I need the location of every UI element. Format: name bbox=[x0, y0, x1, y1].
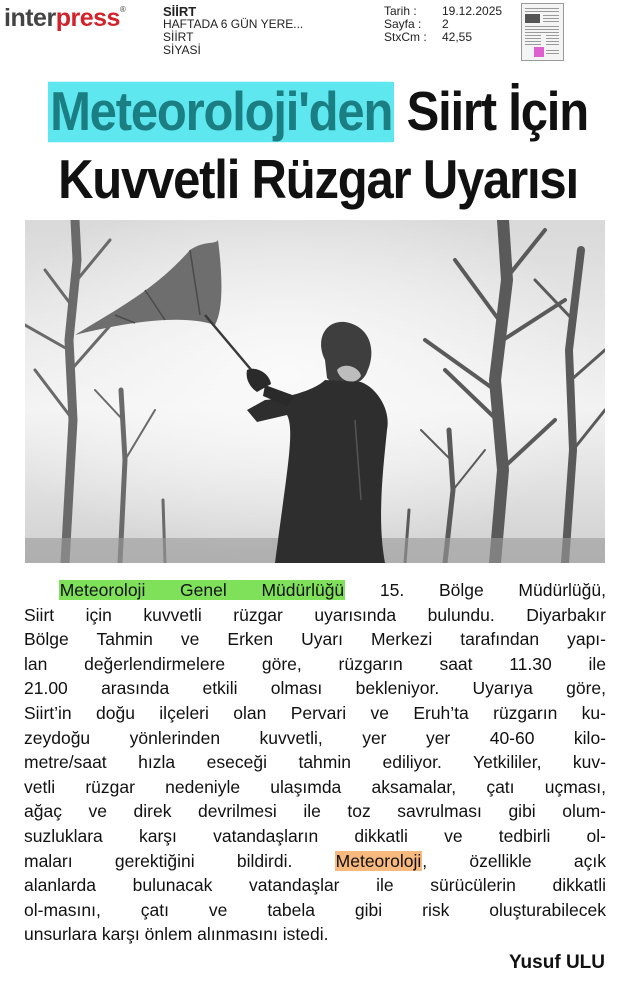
article-line: 21.00 arasında etkili olması bekleniyor. Uyarıya göre, bbox=[24, 678, 606, 699]
article-line: ol-masını, çatı ve tabela gibi risk oluşturabilecek bbox=[24, 899, 606, 920]
agency-highlight: Meteoroloji Genel Müdürlüğü bbox=[59, 580, 345, 600]
article-line: Bölge Tahmin ve Erken Uyarı Merkezi tarafından yapı- bbox=[24, 629, 606, 650]
article-line: ağaç ve direk devrilmesi ile toz savrulması gibi olum- bbox=[24, 801, 606, 822]
article-line: alanlarda bulunacak vatandaşlar ile sürücülerin dikkatli bbox=[24, 875, 606, 896]
meta-row-stxcm: StxCm : 42,55 bbox=[384, 30, 473, 44]
article-line: Siirt’in doğu ilçeleri olan Pervari ve Eruh’ta rüzgarın ku- bbox=[24, 702, 606, 723]
article-line: Meteoroloji Genel Müdürlüğü 15. Bölge Müdürlüğü, bbox=[59, 580, 606, 600]
article-line: maları gerektiğini bildirdi. Meteoroloji, özellikle açık bbox=[24, 850, 606, 871]
headline-highlight: Meteoroloji'den bbox=[50, 81, 393, 143]
page-thumbnail[interactable] bbox=[521, 3, 564, 61]
author-byline: Yusuf ULU bbox=[508, 952, 605, 973]
keyword-highlight: Meteoroloji bbox=[335, 850, 422, 871]
headline-line-1: Meteoroloji'den Siirt İçin bbox=[50, 81, 588, 143]
article-line: lan değerlendirmelere göre, rüzgarın saat 11.30 ile bbox=[24, 653, 606, 674]
publication-city: SİİRT bbox=[163, 30, 194, 44]
interpress-logo: interpress® bbox=[4, 4, 126, 32]
article-line: unsurlara karşı önlem alınmasını istedi. bbox=[24, 924, 329, 945]
publication-info bbox=[163, 5, 303, 57]
article-line: vetli rüzgar nedeniyle ulaşımda aksamalar, çatı uçması, bbox=[24, 776, 606, 797]
clipping-meta bbox=[384, 5, 502, 44]
article-photo bbox=[25, 220, 605, 563]
article-line: Siirt için kuvvetli rüzgar uyarısında bulundu. Diyarbakır bbox=[24, 604, 606, 625]
publication-name: SİİRT bbox=[163, 4, 197, 19]
article-line: suzluklara karşı vatandaşların dikkatli ve tedbirli ol- bbox=[24, 825, 606, 846]
article-line: metre/saat hızla eseceği tahmin ediliyor. Yetkililer, kuv- bbox=[24, 752, 606, 773]
headline-line-2: Kuvvetli Rüzgar Uyarısı bbox=[58, 149, 578, 211]
article-body bbox=[24, 578, 606, 947]
meta-row-date: Tarih : 19.12.2025 bbox=[384, 4, 503, 18]
article-line: zeydoğu yönlerinden kuvvetli, yer yer 40-60 kilo- bbox=[24, 727, 606, 748]
publication-subtitle: HAFTADA 6 GÜN YERE... bbox=[163, 17, 304, 31]
publication-section: SİYASİ bbox=[163, 43, 201, 57]
meta-row-page: Sayfa : 2 bbox=[384, 17, 449, 31]
